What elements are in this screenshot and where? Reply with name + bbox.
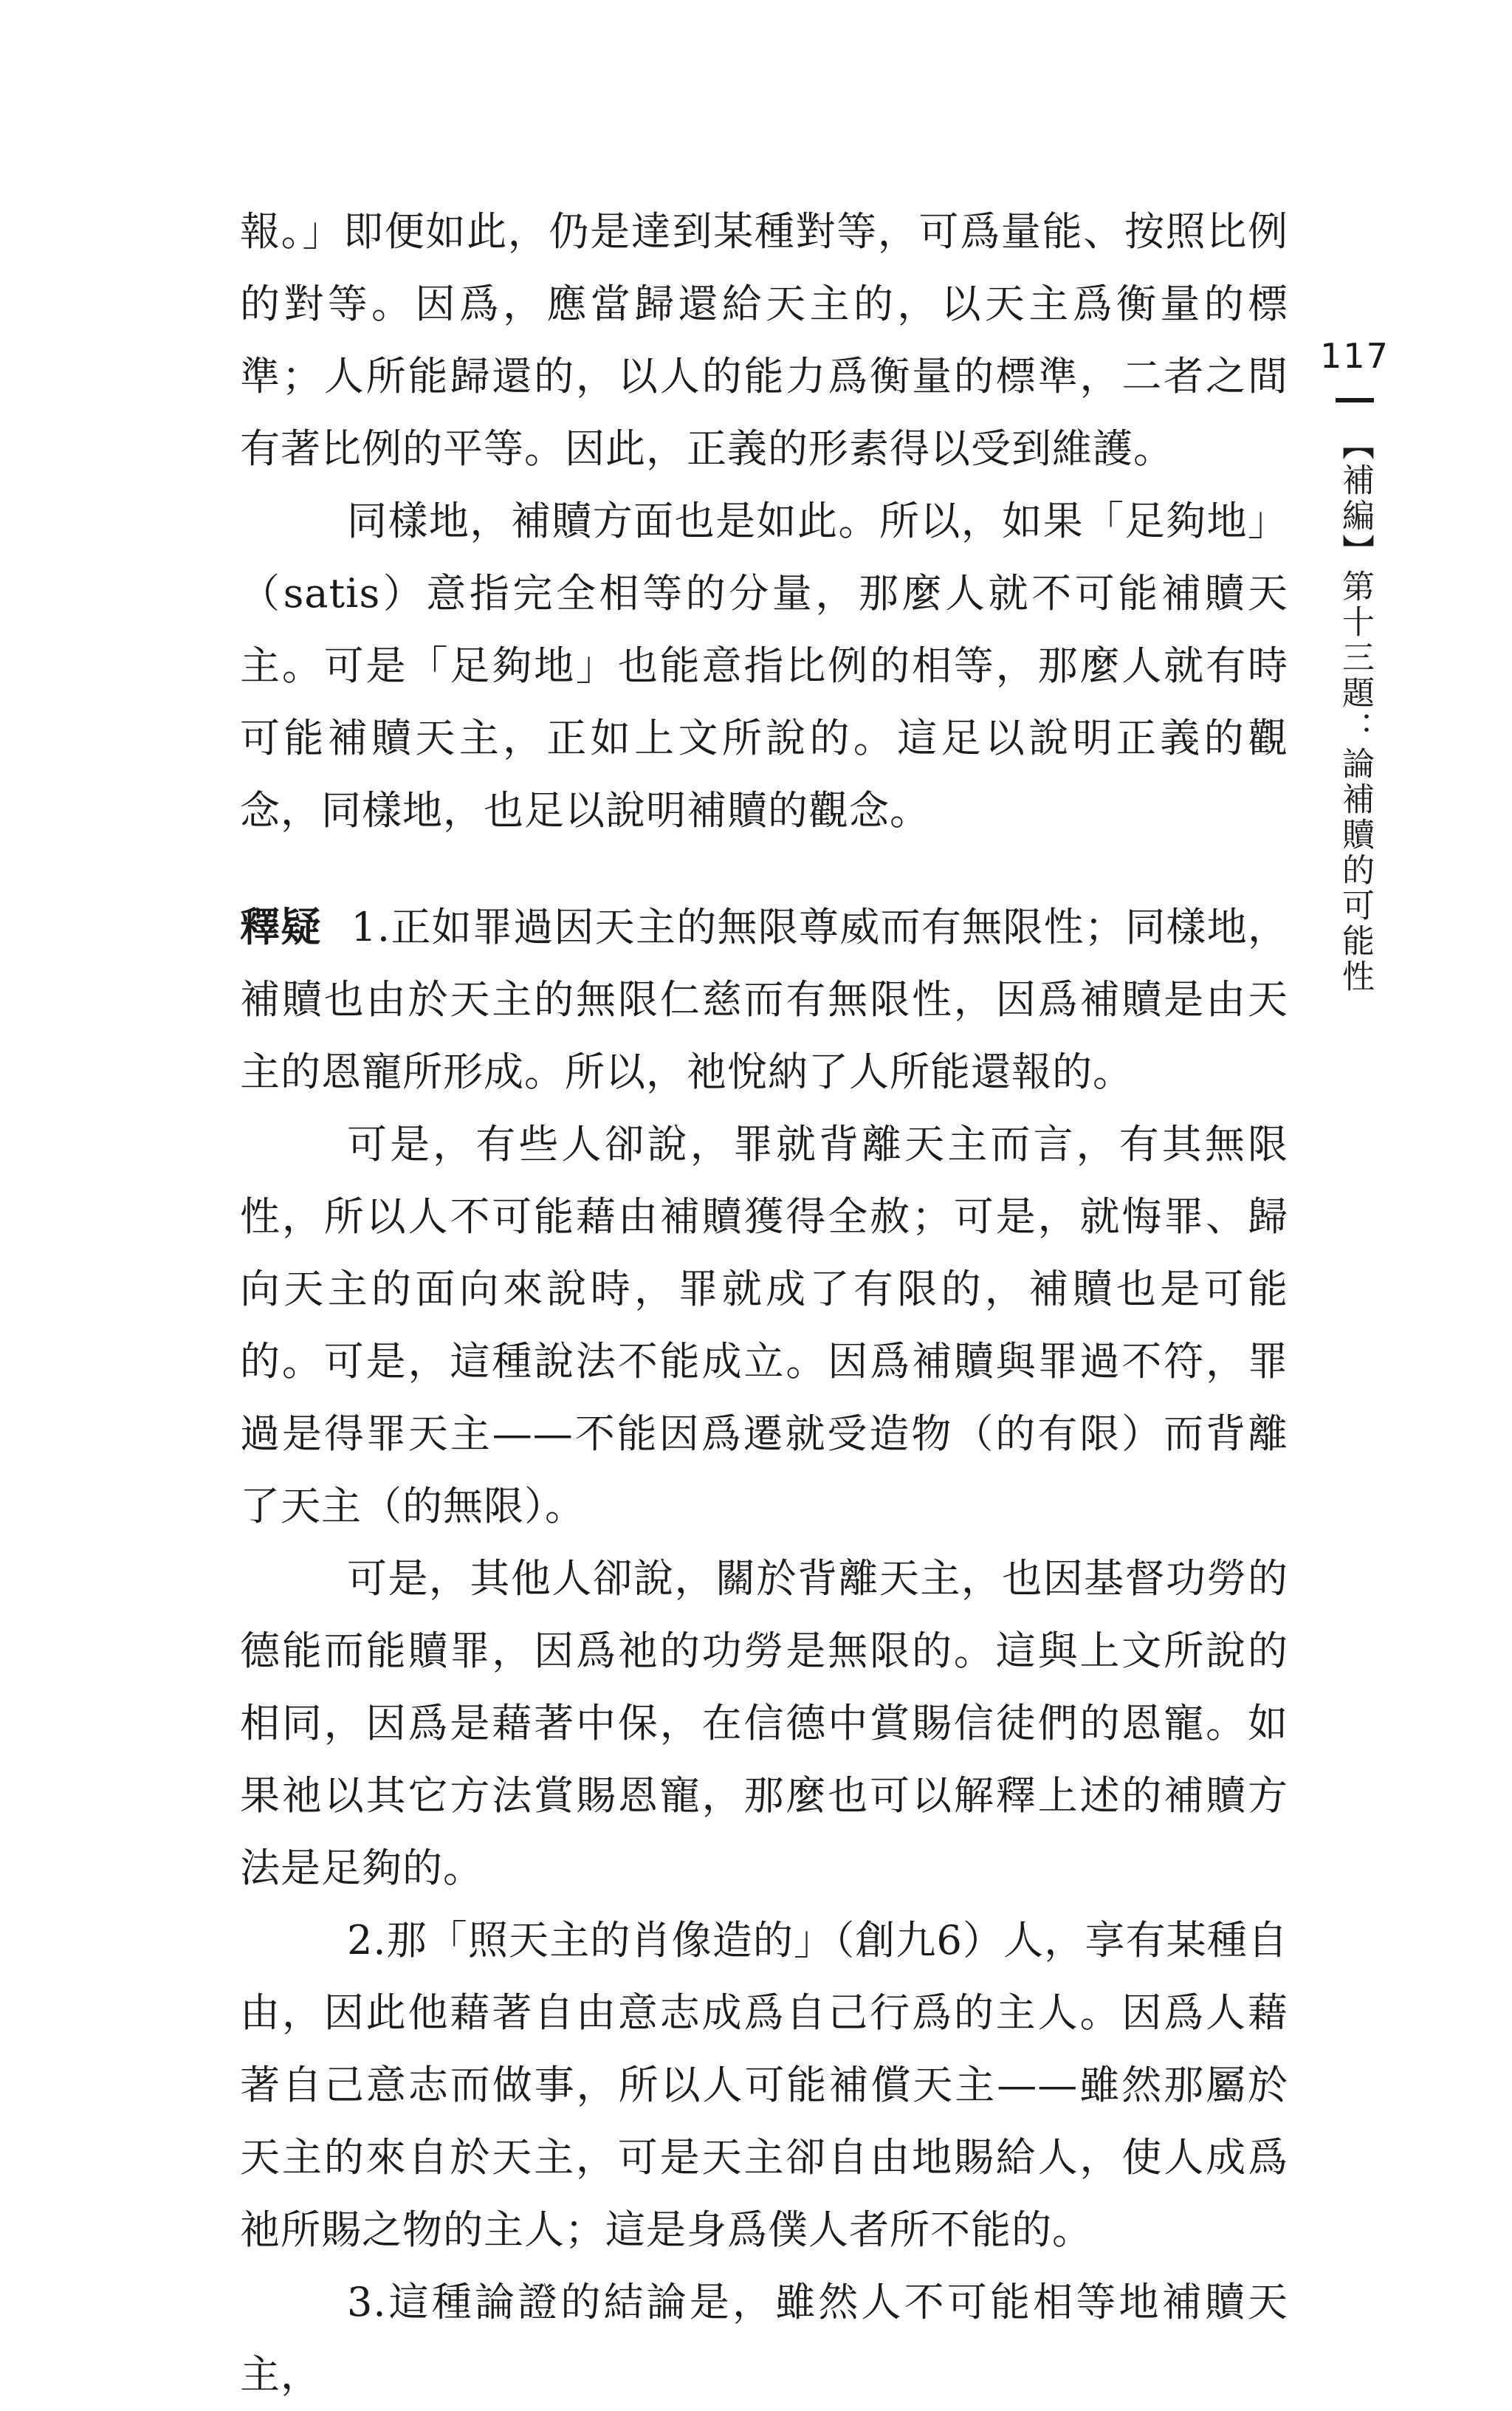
objection-reply-3: 3.這種論證的結論是，雖然人不可能相等地補贖天主， xyxy=(240,2279,1288,2398)
side-margin xyxy=(1320,336,1389,995)
objection-reply-1-text: 1.正如罪過因天主的無限尊威而有無限性；同樣地，補贖也由於天主的無限仁慈而有無限性，因爲補贖是由天主的恩寵所形成。所以，祂悅納了人所能還報的。 xyxy=(240,904,1288,1095)
objection-reply-1 xyxy=(240,891,1288,1108)
margin-rule xyxy=(1336,398,1374,402)
paragraph-infinite-sin: 可是，有些人卻說，罪就背離天主而言，有其無限性，所以人不可能藉由補贖獲得全赦；可是，就悔罪、歸向天主的面向來說時，罪就成了有限的，補贖也是可能的。可是，這種說法不能成立。因爲補贖與罪過不符，罪過是得罪天主——不能因爲遷就受造物（的有限）而背離了天主（的無限）。 xyxy=(240,1121,1288,1529)
main-text-block xyxy=(240,196,1288,2411)
objection-reply-2: 2.那「照天主的肖像造的」（創九6）人，享有某種自由，因此他藉著自由意志成爲自己行爲的主人。因爲人藉著自己意志而做事，所以人可能補償天主——雖然那屬於天主的來自於天主，可是天主卻自由地賜給人，使人成爲祂所賜之物的主人；這是身爲僕人者所不能的。 xyxy=(240,1917,1288,2253)
running-head: 【補編】第十三題：論補贖的可能性 xyxy=(1336,428,1374,995)
paragraph-continuation: 報。」即便如此，仍是達到某種對等，可爲量能、按照比例的對等。因爲，應當歸還給天主的，以天主爲衡量的標準；人所能歸還的，以人的能力爲衡量的標準，二者之間有著比例的平等。因此，正義的形素得以受到維護。 xyxy=(240,208,1288,472)
paragraph-satis: 同樣地，補贖方面也是如此。所以，如果「足夠地」（satis）意指完全相等的分量，那麼人就不可能補贖天主。可是「足夠地」也能意指比例的相等，那麼人就有時可能補贖天主，正如上文所說的。這足以說明正義的觀念，同樣地，也足以說明補贖的觀念。 xyxy=(240,498,1288,834)
paragraph-christ-merit: 可是，其他人卻說，關於背離天主，也因基督功勞的德能而能贖罪，因爲祂的功勞是無限的。這與上文所說的相同，因爲是藉著中保，在信德中賞賜信徒們的恩寵。如果祂以其它方法賞賜恩寵，那麼也可以解釋上述的補贖方法是足夠的。 xyxy=(240,1555,1288,1891)
objection-label: 釋疑 xyxy=(240,904,322,950)
section-gap xyxy=(240,847,1288,891)
page-number: 117 xyxy=(1320,336,1389,376)
